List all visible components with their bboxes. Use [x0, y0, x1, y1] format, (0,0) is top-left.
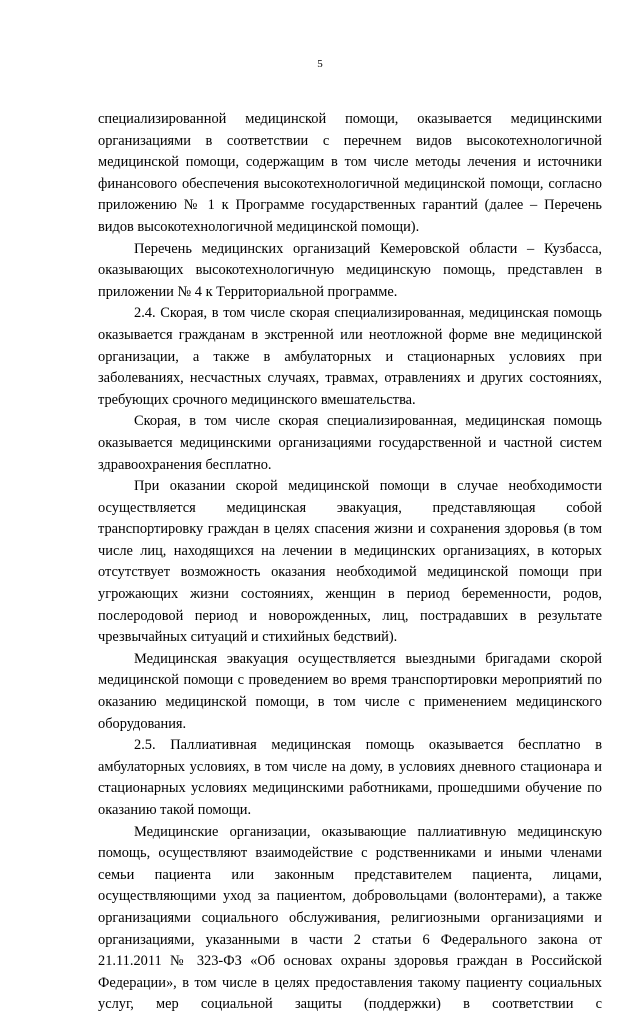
paragraph-7: 2.5. Паллиативная медицинская помощь оказывается бесплатно в амбулаторных условиях, в том числе на дому, в условиях дневного стационара и стационарных условиях медицинскими работниками, прошедшими обучение по оказанию такой помощи.	[98, 737, 602, 818]
paragraph-1: специализированной медицинской помощи, оказывается медицинскими организациями в соответствии с перечнем видов высокотехнологичной медицинской помощи, содержащим в том числе методы лечения и источники финансового обеспечения высокотехнологичной медицинской помощи, согласно приложению № 1 к Программе государственных гарантий (далее – Перечень видов высокотехнологичной медицинской помощи).	[98, 111, 602, 235]
paragraph-2: Перечень медицинских организаций Кемеровской области – Кузбасса, оказывающих высокотехнологичную медицинскую помощь, представлен в приложении № 4 к Территориальной программе.	[98, 240, 602, 300]
paragraph-6: Медицинская эвакуация осуществляется выездными бригадами скорой медицинской помощи с проведением во время транспортировки мероприятий по оказанию медицинской помощи, в том числе с применением медицинского оборудования.	[98, 650, 602, 732]
paragraph-3: 2.4. Скорая, в том числе скорая специализированная, медицинская помощь оказывается гражданам в экстренной или неотложной форме вне медицинской организации, а также в амбулаторных и стационарных условиях при заболеваниях, несчастных случаях, травмах, отравлениях и других состояниях, требующих срочного медицинского вмешательства.	[98, 305, 602, 408]
paragraph-5: При оказании скорой медицинской помощи в случае необходимости осуществляется медицинская эвакуация, представляющая собой транспортировку граждан в целях спасения жизни и сохранения здоровья (в том числе лиц, находящихся на лечении в медицинских организациях, в которых отсутствует возможность оказания необходимой медицинской помощи при угрожающих жизни состояниях, женщин в период беременности, родов, послеродовой период и новорожденных, лиц, пострадавших в результате чрезвычайных ситуаций и стихийных бедствий).	[98, 478, 602, 646]
paragraph-4: Скорая, в том числе скорая специализированная, медицинская помощь оказывается медицинскими организациями государственной и частной систем здравоохранения бесплатно.	[98, 413, 602, 473]
paragraph-8: Медицинские организации, оказывающие паллиативную медицинскую помощь, осуществляют взаимодействие с родственниками и иными членами семьи пациента или законным представителем пациента, лицами, осуществляющими уход за пациентом, добровольцами (волонтерами), а также организациями социального обслуживания, религиозными организациями и организациями, указанными в части 2 статьи 6 Федерального закона от 21.11.2011 № 323-ФЗ «Об основах охраны здоровья граждан в Российской Федерации», в том числе в целях предоставления такому пациенту социальных услуг, мер социальной защиты (поддержки) в соответствии с	[98, 823, 602, 1013]
page-number: 5	[317, 58, 323, 70]
document-body	[98, 109, 602, 1016]
